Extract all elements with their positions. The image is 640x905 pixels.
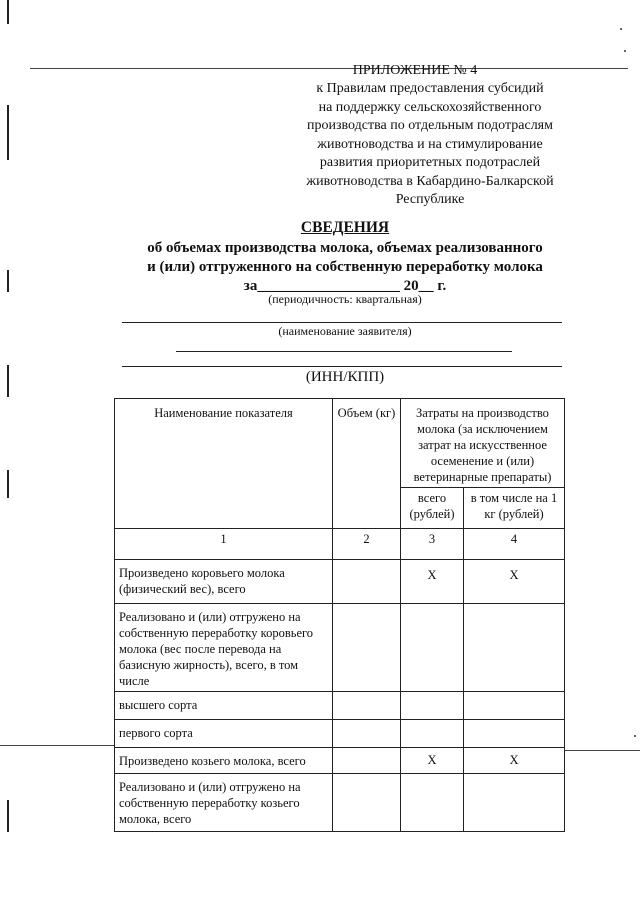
applicant-name-caption: (наименование заявителя) [278, 324, 412, 338]
per-kg-cost-cell: Х [464, 560, 565, 604]
appendix-line: на поддержку сельскохозяйственного [318, 99, 542, 115]
volume-cell[interactable] [333, 748, 401, 774]
milk-volume-table [114, 398, 565, 832]
applicant-name-line [176, 351, 512, 352]
total-cost-cell[interactable] [401, 720, 464, 748]
total-cost-cell[interactable] [401, 774, 464, 832]
volume-cell[interactable] [333, 560, 401, 604]
per-kg-cost-cell[interactable] [464, 774, 565, 832]
header-total: всего (рублей) [401, 488, 464, 529]
inn-kpp-caption: (ИНН/КПП) [305, 369, 385, 385]
appendix-title: ПРИЛОЖЕНИЕ № 4 [352, 63, 478, 78]
inn-kpp-line [122, 366, 562, 367]
scan-speck [634, 735, 636, 737]
appendix-line: производства по отдельным подотраслям [307, 118, 553, 133]
row-label: Реализовано и (или) отгружено на собственную переработку козьего молока, всего [115, 774, 333, 832]
header-costs: Затраты на производство молока (за исключением затрат на искусственное осеменение и (или) ветеринарные препараты) [401, 399, 565, 488]
total-cost-cell[interactable] [401, 604, 464, 692]
appendix-text [285, 80, 575, 210]
scan-stray-line [564, 750, 640, 751]
reporting-period-field: за___________________ 20__ г. [243, 278, 447, 294]
table-row [115, 604, 565, 692]
total-cost-cell[interactable] [401, 692, 464, 720]
document-title: СВЕДЕНИЯ [300, 219, 390, 236]
scan-edge-mark [7, 270, 9, 292]
volume-cell[interactable] [333, 774, 401, 832]
row-label: первого сорта [115, 720, 333, 748]
heading-line: и (или) отгруженного на собственную переработку молока [147, 259, 543, 275]
appendix-line: к Правилам предоставления субсидий [316, 81, 544, 96]
per-kg-cost-cell[interactable] [464, 604, 565, 692]
header-per-kg: в том числе на 1 кг (рублей) [464, 488, 565, 529]
column-number: 2 [333, 529, 401, 560]
table-row [115, 560, 565, 604]
row-label: высшего сорта [115, 692, 333, 720]
scan-stray-line [0, 745, 114, 746]
appendix-line: животноводства в Кабардино-Балкарской [306, 173, 554, 189]
heading-line: об объемах производства молока, объемах реализованного [147, 240, 543, 256]
total-cost-cell: Х [401, 560, 464, 604]
scan-edge-mark [7, 470, 9, 498]
scan-edge-mark [7, 105, 9, 160]
periodicity-note: (периодичность: квартальная) [268, 292, 422, 306]
row-label: Произведено козьего молока, всего [115, 748, 333, 774]
scan-edge-mark [7, 365, 9, 397]
column-number: 3 [401, 529, 464, 560]
per-kg-cost-cell[interactable] [464, 692, 565, 720]
scan-edge-mark [7, 0, 9, 24]
column-number: 1 [115, 529, 333, 560]
scan-edge-mark [7, 800, 9, 832]
header-volume: Объем (кг) [333, 399, 401, 529]
appendix-line: животноводства и на стимулирование [317, 136, 543, 152]
volume-cell[interactable] [333, 604, 401, 692]
header-indicator: Наименование показателя [115, 399, 333, 529]
volume-cell[interactable] [333, 692, 401, 720]
appendix-line: Республике [395, 192, 465, 207]
row-label: Произведено коровьего молока (физический вес), всего [115, 560, 333, 604]
per-kg-cost-cell: Х [464, 748, 565, 774]
table-row [115, 720, 565, 748]
table-row [115, 774, 565, 832]
scan-speck [624, 50, 626, 52]
table-header-row [115, 399, 565, 488]
per-kg-cost-cell[interactable] [464, 720, 565, 748]
table-row [115, 748, 565, 774]
volume-cell[interactable] [333, 720, 401, 748]
column-number-row [115, 529, 565, 560]
scan-speck [620, 28, 622, 30]
total-cost-cell: Х [401, 748, 464, 774]
applicant-name-line [122, 322, 562, 323]
row-label: Реализовано и (или) отгружено на собственную переработку коровьего молока (вес после перевода на базисную жирность), всего, в том числе [115, 604, 333, 692]
document-heading [110, 218, 580, 296]
table-row [115, 692, 565, 720]
appendix-line: развития приоритетных подотраслей [319, 155, 541, 170]
column-number: 4 [464, 529, 565, 560]
